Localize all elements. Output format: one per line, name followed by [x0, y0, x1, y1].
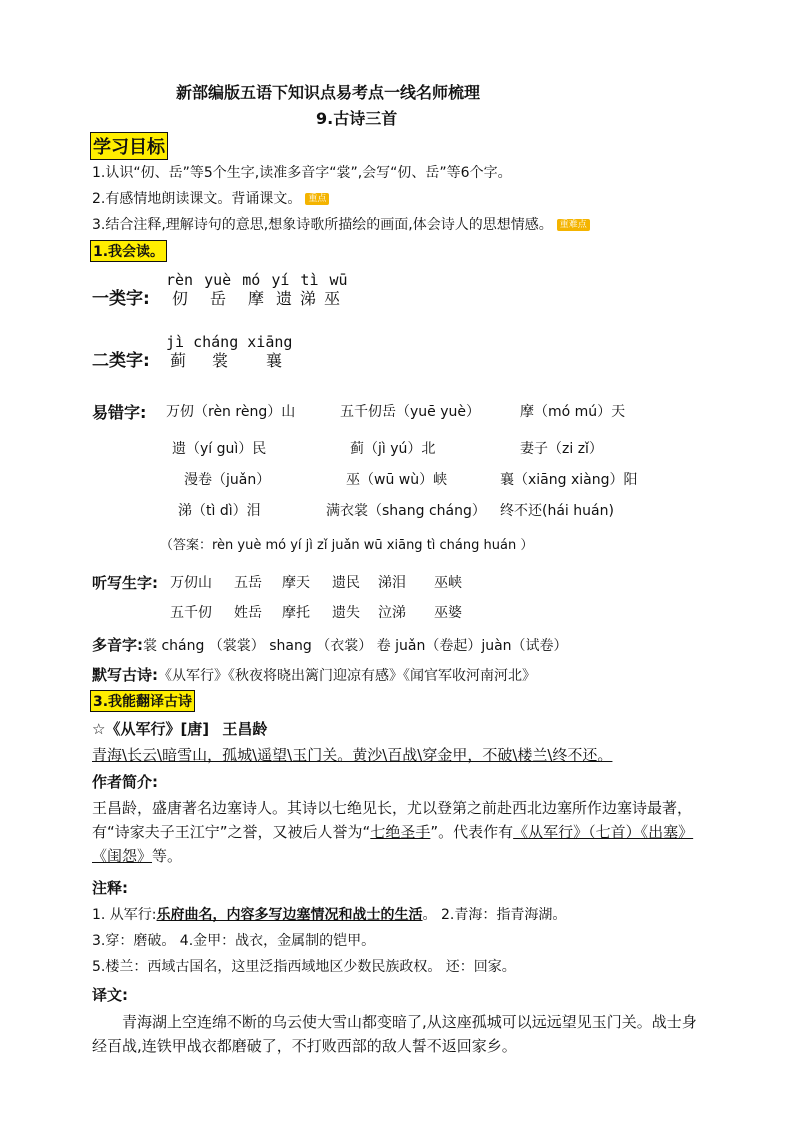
- easy-wrong-r3c1: 漫卷（juǎn）: [184, 472, 271, 488]
- char: 遗: [276, 289, 293, 308]
- char: 摩: [248, 289, 265, 308]
- goal-item-2: [92, 188, 329, 208]
- hard-point-badge: 重难点: [557, 219, 590, 231]
- easy-wrong-r1c1: 万仞（rèn rèng）山: [166, 404, 296, 420]
- poem-title: ☆《从军行》[唐]: [92, 720, 210, 738]
- polyphone-text: 裳 cháng （裳裳） shang （衣裳） 卷 juǎn（卷起）juàn（试卷）: [143, 638, 568, 654]
- translate-heading: 3.我能翻译古诗: [90, 690, 195, 712]
- class2-label: 二类字:: [92, 351, 150, 371]
- document-title: 新部编版五语下知识点易考点一线名师梳理: [176, 83, 481, 102]
- char: 岳: [210, 289, 227, 308]
- author-paragraph: [92, 796, 704, 868]
- goal-item-1: 1.认识“仞、岳”等5个生字,读准多音字“裳”,会写“仞、岳”等6个字。: [92, 165, 512, 181]
- easy-wrong-r3c3: 襄（xiāng xiàng）阳: [500, 472, 638, 488]
- polyphone-line: [92, 634, 568, 655]
- dictation-row-2: [170, 602, 462, 622]
- dictation-word: 巫峡: [434, 575, 462, 591]
- goal-item-3: [92, 214, 590, 234]
- key-point-badge: 重点: [305, 193, 329, 205]
- easy-wrong-r4c3: 终不还(hái huán): [500, 503, 614, 519]
- dictation-row-1: [170, 572, 462, 592]
- author-label: 作者简介:: [92, 773, 158, 791]
- char: 襄: [266, 351, 283, 370]
- easy-wrong-r2c3: 妻子（zi zǐ）: [520, 441, 603, 457]
- answer-line: （答案：rèn yuè mó yí jì zǐ juǎn wū xiāng tì cháng huán ）: [160, 538, 534, 553]
- dictation-word: 遗民: [332, 575, 360, 591]
- char: 巫: [324, 289, 341, 308]
- dictation-label: 听写生字:: [92, 574, 158, 592]
- easy-wrong-r1c2: 五千仞岳（yuē yuè）: [340, 404, 480, 420]
- notes-label: 注释:: [92, 879, 128, 897]
- recite-label: 默写古诗:: [92, 666, 158, 684]
- note-line-2: 3.穿：磨破。 4.金甲：战衣，金属制的铠甲。: [92, 933, 376, 949]
- polyphone-label: 多音字:: [92, 636, 143, 654]
- note-1-suffix: 。 2.青海：指青海湖。: [422, 907, 567, 923]
- dictation-word: 泣涕: [378, 605, 406, 621]
- translation-label: 译文:: [92, 986, 128, 1004]
- poem-author: 王昌龄: [222, 720, 268, 738]
- goals-heading: 学习目标: [90, 132, 168, 160]
- dictation-word: 巫婆: [434, 605, 462, 621]
- class1-label: 一类字:: [92, 289, 150, 309]
- author-epithet: 七绝圣手: [370, 823, 431, 841]
- author-text-1: 王昌龄，盛唐著名边塞诗人。其诗以七绝见长，尤以登第之前赴西北边塞所作边塞诗最著，有“诗家夫子王江宁”之誉，又被后人誉为“: [92, 799, 693, 841]
- dictation-word: 涕泪: [378, 575, 406, 591]
- dictation-word: 摩托: [282, 605, 310, 621]
- note-1-prefix: 1. 从军行:: [92, 907, 157, 923]
- char: 裳: [212, 351, 229, 370]
- dictation-word: 五千仞: [170, 605, 212, 621]
- char: 蓟: [170, 351, 187, 370]
- recite-line: [92, 664, 536, 685]
- easy-wrong-r3c2: 巫（wū wù）峡: [346, 472, 448, 488]
- translation-text: 青海湖上空连绵不断的乌云使大雪山都变暗了,从这座孤城可以远远望见玉门关。战士身经百战,连铁甲战衣都磨破了，不打败西部的敌人誓不返回家乡。: [92, 1013, 697, 1055]
- reading-heading: 1.我会读。: [90, 240, 167, 262]
- easy-wrong-r2c1: 遗（yí guì）民: [172, 441, 267, 457]
- class1-chars: [172, 286, 346, 309]
- easy-wrong-r4c1: 涕（tì dì）泪: [178, 503, 261, 519]
- recite-text: 《从军行》《秋夜将晓出篱门迎凉有感》《闻官军收河南河北》: [158, 668, 536, 684]
- easy-wrong-label: 易错字:: [92, 403, 147, 422]
- char: 仞: [172, 289, 189, 308]
- easy-wrong-r1c3: 摩（mó mú）天: [520, 404, 626, 420]
- note-line-3: 5.楼兰：西域古国名，这里泛指西域地区少数民族政权。 还：回家。: [92, 959, 516, 975]
- easy-wrong-r4c2: 满衣裳（shang cháng）: [326, 503, 486, 519]
- dictation-word: 万仞山: [170, 575, 212, 591]
- dictation-word: 姓岳: [234, 605, 262, 621]
- author-works: 《从军行》（七首）《出塞》《闺怨》: [92, 823, 694, 865]
- author-text-2: ”。代表作有: [430, 823, 514, 841]
- goal-item-3-text: 3.结合注释,理解诗句的意思,想象诗歌所描绘的画面,体会诗人的思想情感。: [92, 217, 553, 233]
- goal-item-2-text: 2.有感情地朗读课文。背诵课文。: [92, 191, 302, 207]
- dictation-word: 五岳: [234, 575, 262, 591]
- dictation-word: 遗失: [332, 605, 360, 621]
- char: 涕: [300, 289, 317, 308]
- note-1-bold: 乐府曲名，内容多写边塞情况和战士的生活: [156, 907, 423, 923]
- author-text-3: 等。: [152, 847, 183, 865]
- note-line-1: [92, 904, 566, 924]
- class2-pinyin: jì cháng xiāng: [166, 333, 293, 351]
- poem-title-line: [92, 718, 267, 739]
- class2-chars: [170, 348, 288, 371]
- easy-wrong-r2c2: 蓟（jì yú）北: [350, 441, 436, 457]
- poem-text: 青海\长云\暗雪山，孤城\遥望\玉门关。黄沙\百战\穿金甲，不破\楼兰\终不还。: [92, 746, 613, 764]
- lesson-title: 9.古诗三首: [316, 109, 398, 128]
- class1-pinyin: rèn yuè mó yí tì wū: [166, 271, 348, 289]
- dictation-word: 摩天: [282, 575, 310, 591]
